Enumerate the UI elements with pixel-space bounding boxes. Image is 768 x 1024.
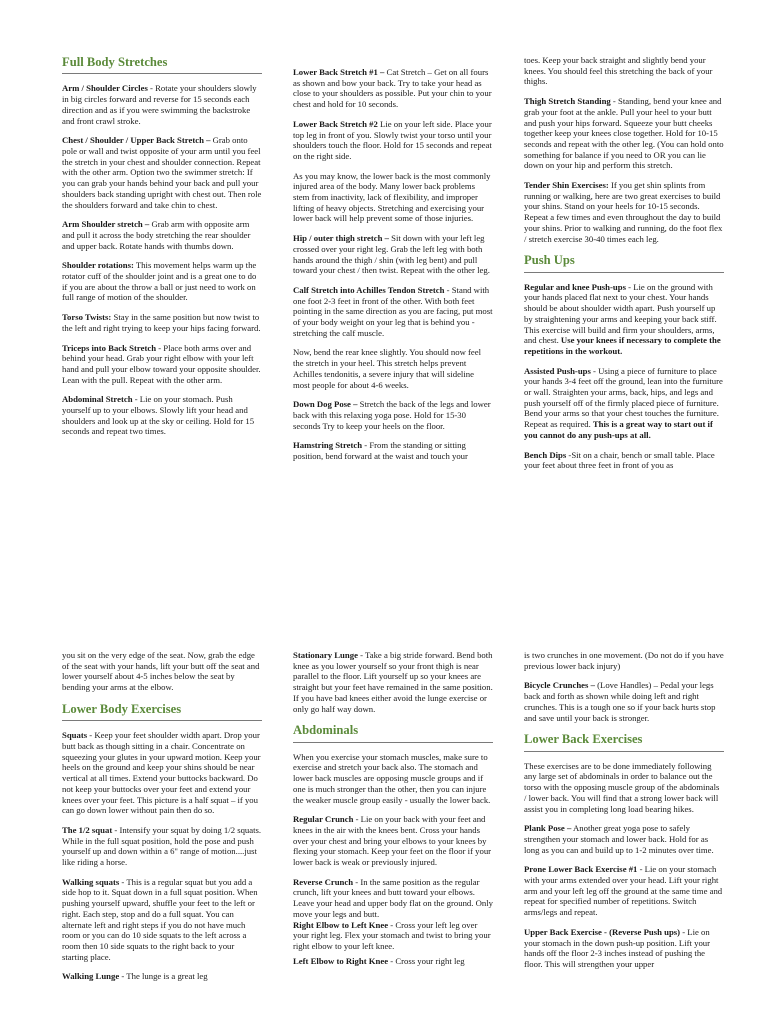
paragraph: [524, 864, 724, 918]
paragraph: [524, 927, 724, 970]
exercise-name: Bench Dips: [524, 449, 567, 460]
exercise-name: Assisted Push-ups: [524, 365, 591, 376]
paragraph-text: These exercises are to be done immediately following any large set of abdominals in order to balance out the torso with the opposing muscle group of the abdominals / lower back. You will find that a strong lower back will assist you in completing long load bearing hikes.: [524, 760, 720, 814]
paragraph: [293, 399, 493, 431]
paragraph-text: - Cross your right leg: [388, 955, 465, 966]
exercise-name: Chest / Shoulder / Upper Back Stretch –: [62, 135, 211, 146]
paragraph: [293, 877, 493, 952]
exercise-name: Torso Twists:: [62, 312, 112, 323]
paragraph: [524, 650, 724, 671]
paragraph-text: If you get shin splints from running or walking, here are two great exercises to build your shins. Stand on your heels for 10-15 seconds. Repeat a few times and even throughout the day to build your shins. Prior to walking and running, do the foot flex / stretch exercise 30-40 times each leg.: [524, 180, 723, 244]
exercise-name: Down Dog Pose –: [293, 399, 358, 410]
paragraph-text: - Lie on your stomach. Push yourself up to your elbows. Slowly lift your head and shoulders and look up at the sky or ceiling. Hold for 15 seconds and repeat two times.: [62, 394, 255, 437]
paragraph: [62, 730, 262, 816]
exercise-name: Bicycle Crunches –: [524, 680, 595, 691]
paragraph-text: - In the same position as the regular crunch, lift your knees and butt toward your elbows. Leave your head and upper body flat on the ground. Only move your legs and butt.: [293, 876, 493, 919]
exercise-name: Regular Crunch: [293, 814, 354, 825]
exercise-name: Walking Lunge: [62, 971, 120, 982]
p2-col2: [293, 650, 493, 975]
exercise-name: Hip / outer thigh stretch –: [293, 233, 389, 244]
section-heading: Lower Back Exercises: [524, 732, 724, 751]
paragraph-list: [62, 650, 262, 693]
exercise-name: Plank Pose –: [524, 823, 572, 834]
exercise-name: Walking squats: [62, 876, 120, 887]
paragraph: [524, 761, 724, 815]
paragraph-list: [293, 752, 493, 967]
exercise-name: The 1/2 squat: [62, 824, 113, 835]
paragraph-text: Lie on your left side. Place your top leg in front of you. Slowly twist your torso until your shoulders touch the floor. Hold for 15 seconds and repeat on the right side.: [293, 118, 492, 161]
paragraph: [293, 285, 493, 339]
paragraph: [293, 650, 493, 714]
paragraph-text: As you may know, the lower back is the most commonly injured area of the body. Many lower back problems stem from inactivity, lack of flexibility, and improper lifting of heavy objects. Stretching and exercising your lower back will help prevent some of those injuries.: [293, 170, 491, 224]
paragraph-list: [62, 730, 262, 982]
p1-col2: [293, 67, 493, 471]
paragraph-text: - Lie on the ground with your hands placed flat next to your chest. Your hands should be about shoulder width apart. Push yourself up by straightening your arms and keeping your back stiff. This exercise will build and firm your shoulders, arms, and chest.: [524, 281, 717, 346]
exercise-name: Left Elbow to Right Knee: [293, 955, 389, 966]
paragraph-text: - From the standing or sitting position, bend forward at the waist and touch your: [293, 440, 468, 462]
section-heading: Push Ups: [524, 253, 724, 272]
exercise-name: Hamstring Stretch: [293, 440, 363, 451]
paragraph: [293, 171, 493, 225]
paragraph: [293, 956, 493, 967]
exercise-name: Regular and knee Push-ups: [524, 281, 626, 292]
paragraph: [293, 814, 493, 868]
paragraph-text: (Love Handles) – Pedal your legs back and forth as shown while doing left and right crunches. This is a tough one so if your back hurts stop and save until your back is stronger.: [524, 680, 716, 723]
exercise-name: Prone Lower Back Exercise #1: [524, 864, 638, 875]
paragraph: [62, 219, 262, 251]
exercise-name: Upper Back Exercise - (Reverse Push ups): [524, 926, 681, 937]
paragraph-text: - Rotate your shoulders slowly in big circles forward and reverse for 15 seconds each direction and as if you were swimming the backstroke and front crawl stroke.: [62, 83, 257, 126]
paragraph: [524, 55, 724, 87]
exercise-name: Tender Shin Exercises:: [524, 180, 609, 191]
paragraph-text: - Lie on your back with your feet and knees in the air with the knees bent. Cross your hands over your chest and bring your elbows to your knees by flexing your stomach. Keep your feet on the floor if your lower back is weak or previously injured.: [293, 814, 492, 868]
exercise-name: Arm Shoulder stretch –: [62, 219, 150, 230]
emphasis-text: This is a great way to start out if you cannot do any push-ups at all.: [524, 419, 713, 440]
paragraph: [62, 260, 262, 303]
exercise-name: Right Elbow to Left Knee: [293, 919, 389, 930]
paragraph-text: - Cross your left leg over your right leg. Flex your stomach and twist to bring your right elbow to your left knee.: [293, 919, 491, 951]
p2-col3: [524, 650, 724, 979]
paragraph: [293, 347, 493, 390]
exercise-name: Squats: [62, 730, 88, 741]
paragraph-list: [524, 650, 724, 723]
paragraph: [62, 877, 262, 963]
exercise-name: Abdominal Stretch: [62, 394, 133, 405]
paragraph-list: [524, 282, 724, 471]
exercise-name: Lower Back Stretch #2: [293, 118, 378, 129]
paragraph-text: - Keep your feet shoulder width apart. Drop your butt back as though sitting in a chair. Concentrate on squeezing your glutes in your upward motion. Keep your heels on the ground and keep your shins should be near vertical at all times. Extend your buttocks backward. Do not keep your buttocks over your feet and extend your knees over your feet. This picture is a half squat – if you can go down lower without pain then do so.: [62, 730, 261, 816]
paragraph-text: Stretch the back of the legs and lower back with this relaxing yoga pose. Hold for 15-30 seconds Try to keep your heels on the floor.: [293, 399, 491, 431]
paragraph: [62, 83, 262, 126]
paragraph: [62, 394, 262, 437]
paragraph-text: - The lunge is a great leg: [119, 971, 208, 982]
exercise-name: Triceps into Back Stretch: [62, 342, 157, 353]
exercise-name: Shoulder rotations:: [62, 260, 134, 271]
paragraph: [524, 680, 724, 723]
exercise-name: Reverse Crunch: [293, 876, 354, 887]
paragraph-text: -Sit on a chair, bench or small table. Place your feet about three feet in front of you as: [524, 449, 715, 471]
p2-col1: [62, 650, 262, 991]
paragraph: [62, 825, 262, 868]
paragraph: [62, 971, 262, 982]
paragraph-text: - Lie on your stomach with your arms extended over your head. Lift your right arm and your left leg off the ground at the same time and repeat for specified number of repetitions. Switch arms/legs and repeat.: [524, 864, 723, 918]
paragraph-text: - Take a big stride forward. Bend both knee as you lower yourself so your front thigh is near parallel to the floor. Lift yourself up so your knees are straight but your feet have remained in the same position. If you have bad knees either avoid the lunge exercise or only go half way down.: [293, 650, 493, 714]
p1-col1: [62, 55, 262, 446]
paragraph-list: [524, 761, 724, 970]
paragraph-text: Now, bend the rear knee slightly. You should now feel the stretch in your heel. This stretch helps prevent Achilles tendonitis, a severe injury that will sideline most people for about 4-6 weeks.: [293, 347, 482, 390]
exercise-name: Thigh Stretch Standing: [524, 96, 611, 107]
paragraph-text: - Standing, bend your knee and grab your foot at the ankle. Pull your heel to your butt and push your hips forward. Squeeze your butt cheeks together keep your knees close together. Hold for 10-15 seconds and repeat with the other leg. (You can hold onto something for balance if you need to OR you can lie down on your hip and perform this stretch.: [524, 96, 724, 171]
paragraph-list: [293, 67, 493, 462]
section-heading: Abdominals: [293, 723, 493, 742]
exercise-name: Calf Stretch into Achilles Tendon Stretch: [293, 284, 445, 295]
paragraph-list: [293, 650, 493, 714]
paragraph: [293, 67, 493, 110]
paragraph-text: you sit on the very edge of the seat. Now, grab the edge of the seat with your hands, lift your butt off the seat and lower yourself about 4-5 inches below the seat by bending your arms at the elbow.: [62, 650, 260, 693]
paragraph: [62, 343, 262, 386]
paragraph-text: - Lie on your stomach in the down push-up position. Lift your hands off the floor 2-3 inches instead of pushing the floor. This will strengthen your upper: [524, 926, 711, 969]
paragraph-text: is two crunches in one movement. (Do not do if you have previous lower back injury): [524, 650, 724, 671]
p1-col3: [524, 55, 724, 480]
paragraph-text: - Place both arms over and behind your head. Grab your right elbow with your left hand and pull your elbow toward your opposite shoulder. Lean with the pull. Repeat with the other arm.: [62, 342, 261, 385]
paragraph-text: toes. Keep your back straight and slightly bend your knees. You should feel this stretching the back of your thighs.: [524, 55, 713, 87]
paragraph-text: - Using a piece of furniture to place your hands 3-4 feet off the ground, lean into the furniture or wall. Straighten your arms, back, hips, and legs and push yourself off of the firmly placed piece of furniture. Bend your arms so that your chest touches the furniture. Repeat as required.: [524, 365, 723, 430]
paragraph: [524, 180, 724, 244]
paragraph-list: [62, 83, 262, 437]
paragraph-text: Grab arm with opposite arm and pull it across the body stretching the rear shoulder and upper back. Rotate hands with thumbs down.: [62, 219, 251, 251]
paragraph-text: Stay in the same position but now twist to the left and right trying to keep your hips facing forward.: [62, 312, 261, 333]
paragraph-text: - Stand with one foot 2-3 feet in front of the other. With both feet pointing in the same direction as you are facing, put most of your body weight on your leg that is behind you - stretching the calf muscle.: [293, 284, 493, 338]
paragraph: [293, 752, 493, 806]
paragraph: [62, 312, 262, 333]
exercise-name: Lower Back Stretch #1 –: [293, 67, 385, 77]
paragraph: [62, 650, 262, 693]
paragraph: [293, 440, 493, 461]
paragraph-text: - This is a regular squat but you add a side hop to it. Squat down in a full squat position. When pushing yourself upward, shuffle your feet to the left or right. Each step, stop and do a full squat. You can alternate left and right steps if you do not have much room or you can do 10 side squats to the left across a room then 10 side squats to the right back to your starting place.: [62, 876, 258, 962]
section-heading: Lower Body Exercises: [62, 702, 262, 721]
paragraph-text: When you exercise your stomach muscles, make sure to exercise and stretch your back also. The stomach and lower back muscles are opposing muscle groups and if one is much stronger than the other, then you can injure the weaker muscle group easily - usually the lower back.: [293, 751, 491, 805]
paragraph: [62, 135, 262, 210]
paragraph-list: [524, 55, 724, 244]
paragraph: [293, 119, 493, 162]
paragraph: [524, 823, 724, 855]
paragraph-text: Cat Stretch – Get on all fours as shown and bow your back. Try to take your head as close to your shoulders as possible. Put your chin to your chest and hold for 10 seconds.: [293, 67, 492, 110]
paragraph: [293, 233, 493, 276]
paragraph-text: Grab onto pole or wall and twist opposite of your arm until you feel the stretch in your chest and shoulder connection. Repeat with the other arm. Option two the swimmer stretch: If you can grab your hands behind your back and pull your shoulders back standing upright with chest out. Then role the shoulders forward and take chin to chest.: [62, 135, 262, 210]
exercise-name: Stationary Lunge: [293, 650, 358, 660]
paragraph: [524, 282, 724, 357]
emphasis-text: Use your knees if necessary to complete the repetitions in the workout.: [524, 335, 721, 356]
section-heading: Full Body Stretches: [62, 55, 262, 74]
exercise-name: Arm / Shoulder Circles: [62, 83, 148, 94]
paragraph: [524, 366, 724, 441]
paragraph-text: Sit down with your left leg crossed over your right leg. Grab the left leg with both hands around the thigh / shin (with leg bent) and pull toward your chest / then twist. Repeat with the other leg.: [293, 233, 490, 276]
paragraph-text: - Intensify your squat by doing 1/2 squats. While in the full squat position, hold the pose and push yourself up and down within a 6" range of motion....just like riding a horse.: [62, 824, 262, 868]
paragraph-text: This movement helps warm up the rotator cuff of the shoulder joint and is a great one to do if you are about the throw a ball or just need to work on full range of motion of the shoulder.: [62, 260, 257, 303]
paragraph: [524, 450, 724, 471]
paragraph-text: Another great yoga pose to safely strengthen your stomach and lower back. Hold for as long as you can and build up to 1-2 minutes over time.: [524, 823, 714, 855]
paragraph: [524, 96, 724, 171]
